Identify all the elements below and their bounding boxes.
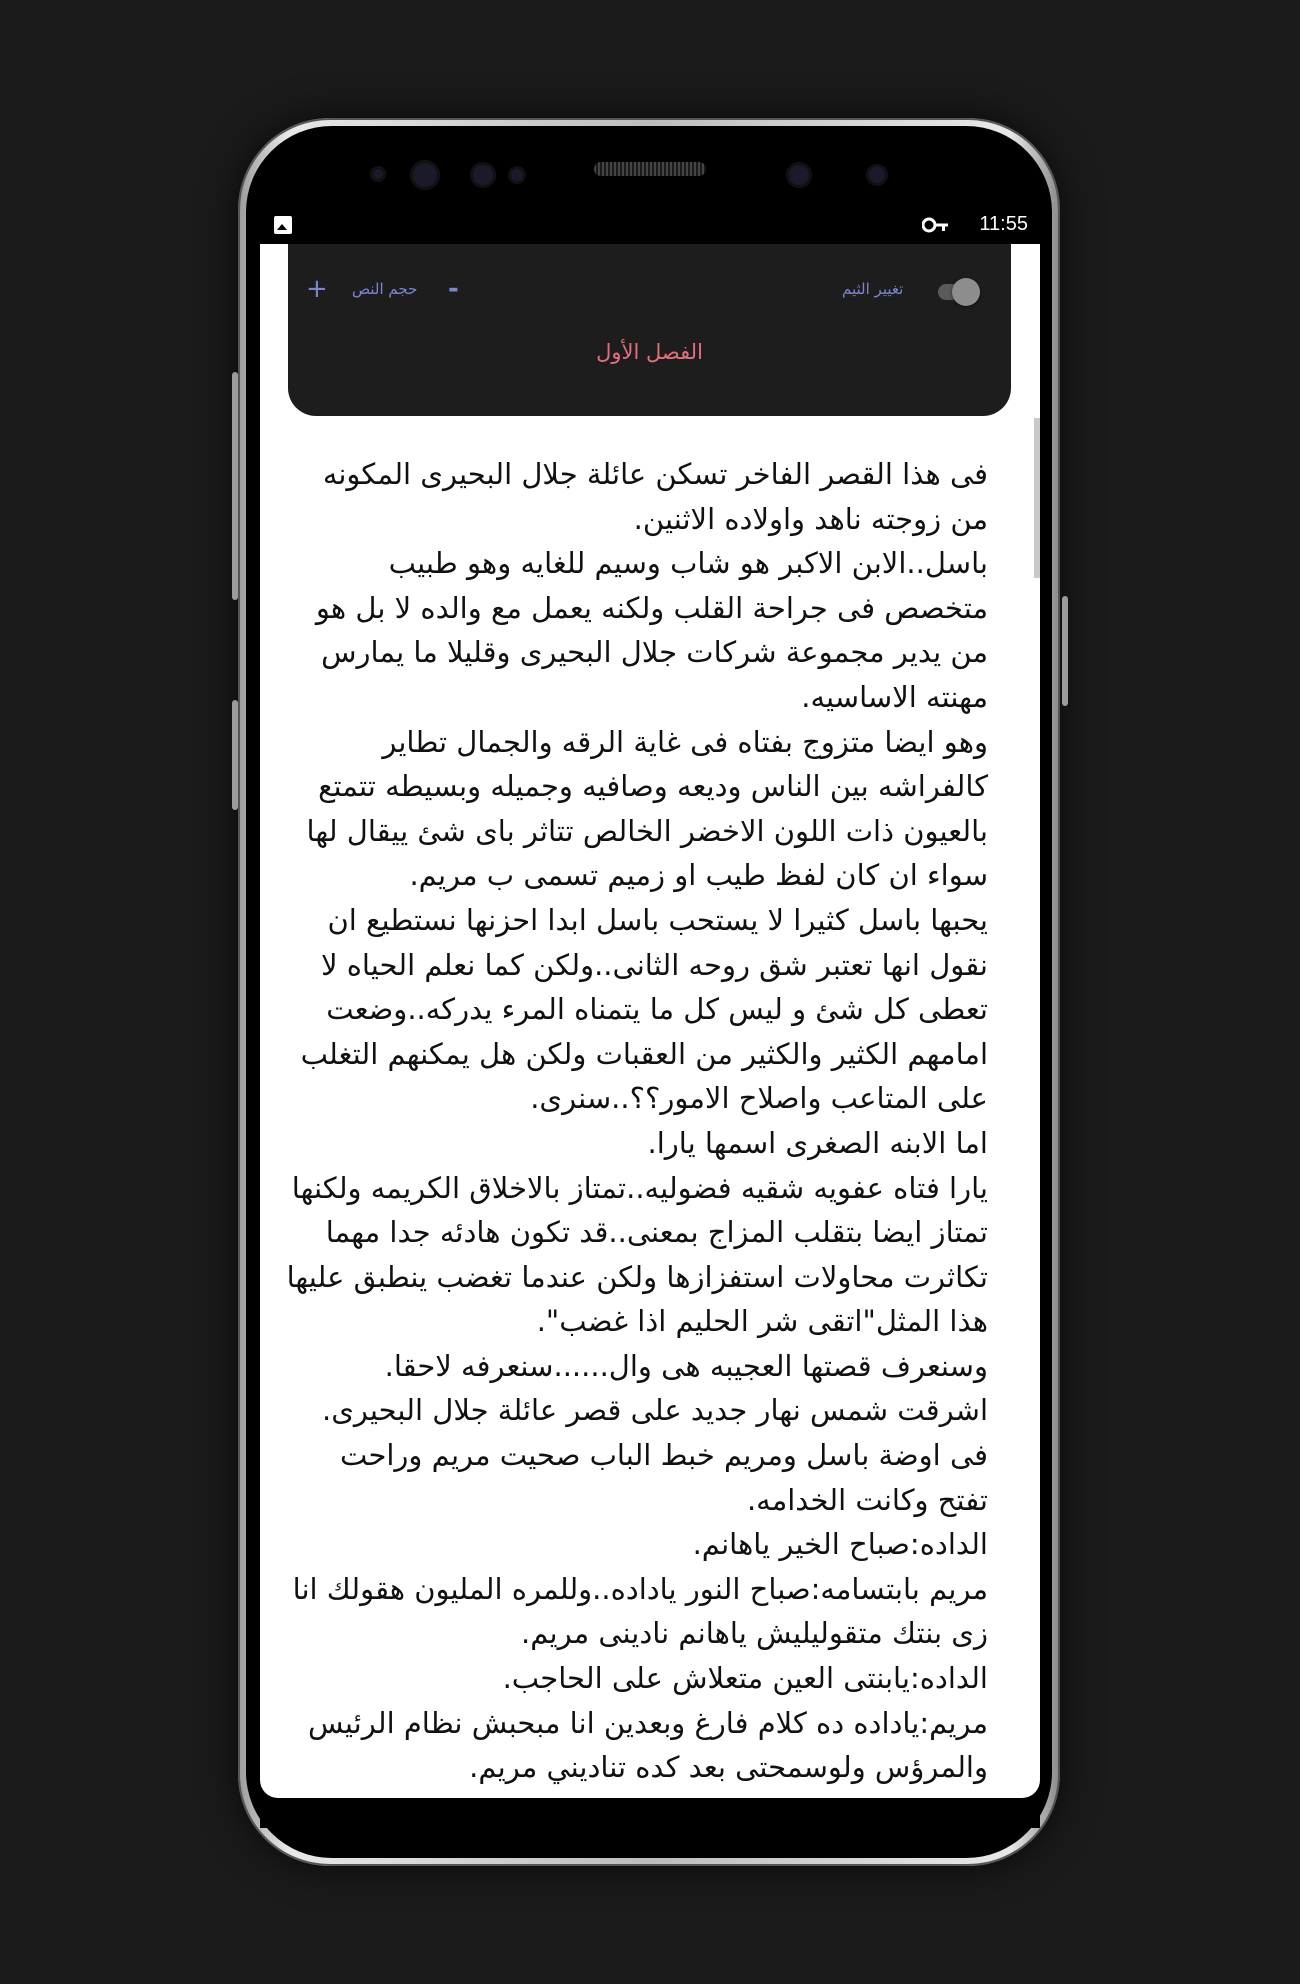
toggle-thumb — [952, 278, 980, 306]
story-paragraph: الداده:يابنتى العين متعلاش على الحاجب. — [502, 1661, 988, 1696]
sensor-icon — [470, 162, 496, 188]
sensor-icon — [866, 164, 888, 186]
story-content[interactable] — [282, 452, 1034, 1798]
theme-toggle[interactable] — [938, 278, 980, 304]
image-icon — [274, 216, 292, 234]
sensor-icon — [508, 166, 526, 184]
story-paragraph: فى اوضة باسل ومريم خبط الباب صحيت مريم وراحت تفتح وكانت الخدامه. — [339, 1438, 988, 1517]
font-decrease-button[interactable]: - — [448, 274, 459, 304]
scrollbar[interactable] — [1034, 418, 1040, 578]
chapter-title: الفصل الأول — [596, 340, 703, 364]
story-text — [282, 452, 1034, 1790]
app-screen — [260, 206, 1040, 1798]
story-paragraph: باسل..الابن الاكبر هو شاب وسيم للغايه وهو طبيب متخصص فى جراحة القلب ولكنه يعمل مع والده لا بل هو من يدير مجموعة شركات جلال البحيرى وقليلا ما يمارس مهنته الاساسيه. — [315, 546, 988, 714]
bottom-bezel — [260, 1798, 1040, 1828]
story-paragraph: الداده:صباح الخير ياهانم. — [692, 1527, 988, 1562]
sensor-icon — [370, 166, 386, 182]
volume-button — [232, 372, 238, 600]
story-paragraph: فى هذا القصر الفاخر تسكن عائلة جلال البحيرى المكونه من زوجته ناهد واولاده الاثنين. — [322, 457, 988, 536]
story-paragraph: يحبها باسل كثيرا لا يستحب باسل ابدا احزنها نستطيع ان نقول انها تعتبر شق روحه الثانى..ولكن كما نعلم الحياه لا تعطى كل شئ و ليس كل ما يتمناه المرء يدركه..وضعت امامهم الكثير والكثير من العقبات ولكن هل يمكنهم التغلب على المتاعب واصلاح الامور؟؟..سنرى. — [300, 902, 988, 1116]
font-size-label: حجم النص — [352, 280, 418, 298]
earpiece-speaker — [594, 162, 706, 176]
front-camera-icon — [410, 160, 440, 190]
status-time: 11:55 — [979, 213, 1028, 235]
status-bar — [260, 206, 1040, 244]
story-paragraph: مريم:ياداده ده كلام فارغ وبعدين انا مبحبش نظام الرئيس والمرؤس ولوسمحتى بعد كده تناديني مريم. — [307, 1705, 988, 1785]
story-paragraph: وسنعرف قصتها العجيبه هى وال......سنعرفه لاحقا. — [384, 1348, 988, 1383]
story-paragraph: اما الابنه الصغرى اسمها يارا. — [647, 1125, 988, 1160]
key-icon — [922, 216, 950, 234]
proximity-sensor-icon — [786, 162, 812, 188]
story-paragraph: يارا فتاه عفويه شقيه فضوليه..تمتاز بالاخلاق الكريمه ولكنها تمتاز ايضا بتقلب المزاج بمعنى..قد تكون هادئه جدا مهما تكاثرت محاولات استفزازها ولكن عندما تغضب ينطبق عليها هذا المثل"اتقى شر الحليم اذا غضب". — [286, 1170, 988, 1339]
font-increase-button[interactable]: + — [306, 274, 328, 304]
power-button — [1062, 596, 1068, 706]
story-paragraph: مريم بابتسامه:صباح النور ياداده..وللمره المليون هقولك انا زى بنتك متقوليليش ياهانم نادينى مريم. — [292, 1571, 988, 1651]
bixby-button — [232, 700, 238, 810]
story-paragraph: اشرقت شمس نهار جديد على قصر عائلة جلال البحيرى. — [322, 1393, 988, 1428]
theme-toggle-label[interactable]: تغيير الثيم — [842, 280, 904, 298]
story-paragraph: وهو ايضا متزوج بفتاه فى غاية الرقه والجمال تطاير كالفراشه بين الناس وديعه وصافيه وجميله وبسيطه تتمتع بالعيون ذات اللون الاخضر الخالص تتاثر باى شئ ييقال لها سواء ان كان لفظ طيب او زميم تسمى ب مريم. — [306, 724, 988, 893]
reader-settings-panel — [288, 244, 1011, 416]
